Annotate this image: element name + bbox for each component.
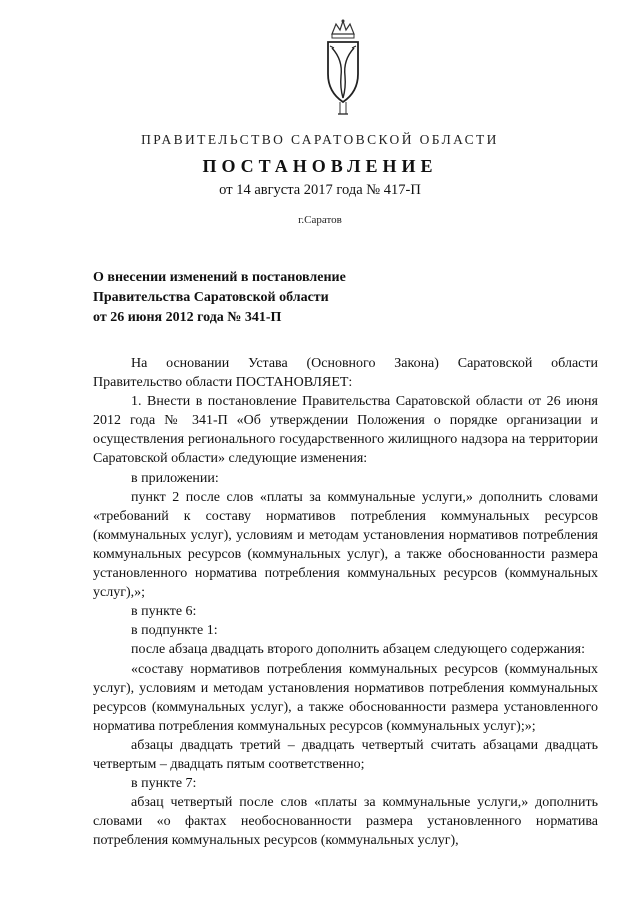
body-paragraph: в пункте 6: bbox=[131, 604, 197, 620]
body-paragraph: пункт 2 после слов «платы за коммунальные услуги,» дополнить словами «требований к составу нормативов потребления коммунальных ресурсов (коммунальных услуг), условиям и методам установления нормативов потребления коммунальных ресурсов (коммунальных услуг), а также обоснованности размера установленного норматива потребления коммунальных ресурсов (коммунальных услуг),»; bbox=[93, 489, 598, 601]
body-paragraph: в приложении: bbox=[131, 470, 219, 486]
body-paragraph: абзац четвертый после слов «платы за коммунальные услуги,» дополнить словами «о фактах необоснованности размера установленного норматива потребления коммунальных ресурсов (коммунальных услуг), bbox=[93, 795, 598, 849]
government-name: ПРАВИТЕЛЬСТВО САРАТОВСКОЙ ОБЛАСТИ bbox=[141, 132, 499, 147]
body-paragraph: 1. Внести в постановление Правительства Саратовской области от 26 июня 2012 года № 341-П «Об утверждении Положения о порядке организации и осуществления регионального государственного жилищного надзора на территории Саратовской области» следующие изменения: bbox=[93, 394, 598, 467]
subject-line: О внесении изменений в постановление bbox=[93, 270, 346, 285]
city: г.Саратов bbox=[298, 214, 342, 226]
subject-line: от 26 июня 2012 года № 341-П bbox=[93, 310, 282, 325]
date-and-number: от 14 августа 2017 года № 417-П bbox=[219, 182, 421, 198]
body-paragraph: «составу нормативов потребления коммунальных ресурсов (коммунальных услуг), условиям и методам установления нормативов потребления коммунальных ресурсов (коммунальных услуг), а также обоснованности размера установленного норматива потребления коммунальных ресурсов (коммунальных услуг);»; bbox=[93, 661, 598, 734]
document-subject bbox=[93, 268, 473, 328]
body-paragraph: в подпункте 1: bbox=[131, 623, 218, 639]
subject-line: Правительства Саратовской области bbox=[93, 290, 329, 305]
document-body bbox=[93, 354, 598, 850]
body-paragraph: абзацы двадцать третий – двадцать четвертый считать абзацами двадцать четвертым – двадцать пятым соответственно; bbox=[93, 737, 598, 772]
coat-of-arms-icon bbox=[318, 18, 368, 118]
body-paragraph: в пункте 7: bbox=[131, 776, 197, 792]
body-paragraph: На основании Устава (Основного Закона) Саратовской области Правительство области ПОСТАНОВЛЯЕТ: bbox=[93, 356, 598, 391]
body-paragraph: после абзаца двадцать второго дополнить абзацем следующего содержания: bbox=[131, 642, 585, 658]
document-type: ПОСТАНОВЛЕНИЕ bbox=[202, 156, 438, 176]
